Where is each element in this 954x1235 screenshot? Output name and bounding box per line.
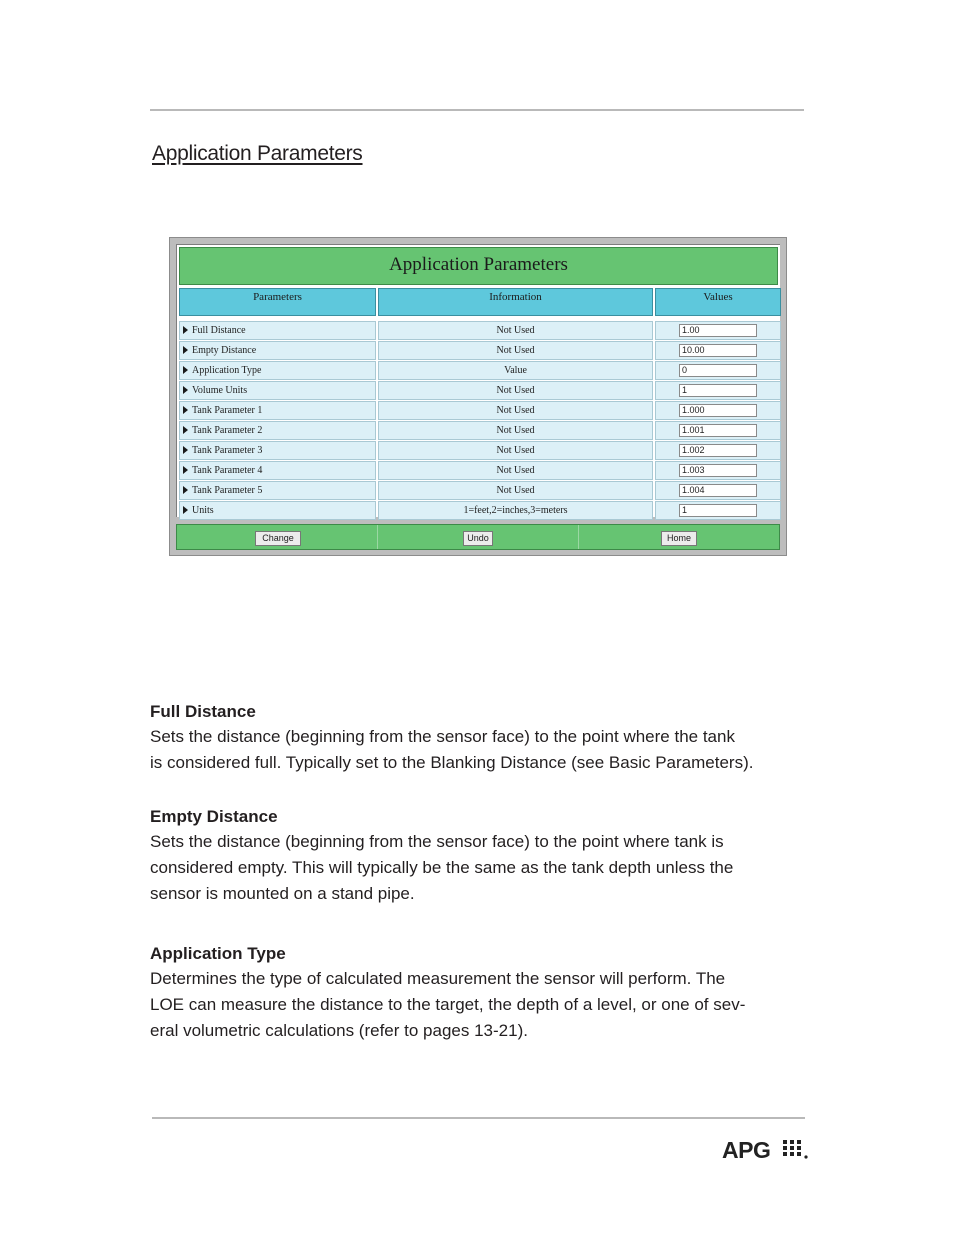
units-input[interactable]: 1 (679, 504, 757, 517)
table-row (179, 361, 778, 380)
paragraph-line: considered empty. This will typically be the same as the tank depth unless the (150, 858, 734, 877)
param-name[interactable]: Full Distance (179, 321, 376, 340)
triangle-right-icon (183, 466, 188, 474)
paragraph-line: Sets the distance (beginning from the sensor face) to the point where the tank (150, 727, 735, 746)
tank-parameter-2-input[interactable]: 1.001 (679, 424, 757, 437)
volume-units-input[interactable]: 1 (679, 384, 757, 397)
param-name[interactable]: Tank Parameter 2 (179, 421, 376, 440)
tank-parameter-5-input[interactable]: 1.004 (679, 484, 757, 497)
param-value-cell (655, 481, 781, 500)
triangle-right-icon (183, 406, 188, 414)
paragraph-line: is considered full. Typically set to the Blanking Distance (see Basic Parameters). (150, 753, 754, 772)
parameters-panel (176, 244, 780, 517)
header-information: Information (378, 288, 653, 316)
triangle-right-icon (183, 506, 188, 514)
param-name[interactable]: Empty Distance (179, 341, 376, 360)
param-info: Value (378, 361, 653, 380)
panel-title: Application Parameters (179, 247, 778, 285)
triangle-right-icon (183, 426, 188, 434)
paragraph-line: eral volumetric calculations (refer to pages 13-21). (150, 1021, 528, 1040)
param-value-cell (655, 361, 781, 380)
home-button[interactable]: Home (661, 531, 697, 546)
table-row (179, 401, 778, 420)
param-info: Not Used (378, 341, 653, 360)
tank-parameter-3-input[interactable]: 1.002 (679, 444, 757, 457)
button-bar (176, 524, 780, 550)
param-info: Not Used (378, 381, 653, 400)
triangle-right-icon (183, 446, 188, 454)
full-distance-input[interactable]: 1.00 (679, 324, 757, 337)
section-title: Application Parameters (152, 142, 363, 165)
triangle-right-icon (183, 346, 188, 354)
empty-distance-input[interactable]: 10.00 (679, 344, 757, 357)
param-name[interactable]: Units (179, 501, 376, 520)
section-heading: Application Type (150, 944, 286, 963)
tank-parameter-4-input[interactable]: 1.003 (679, 464, 757, 477)
section-heading: Empty Distance (150, 807, 278, 826)
param-value-cell (655, 401, 781, 420)
application-type-section (150, 942, 810, 1044)
param-name[interactable]: Tank Parameter 5 (179, 481, 376, 500)
undo-button[interactable]: Undo (463, 531, 493, 546)
logo-text: APG (722, 1137, 771, 1163)
param-value-cell (655, 341, 781, 360)
header-rule (150, 109, 804, 111)
table-row (179, 481, 778, 500)
table-row (179, 461, 778, 480)
paragraph-line: sensor is mounted on a stand pipe. (150, 884, 415, 903)
table-row (179, 501, 778, 520)
param-value-cell (655, 461, 781, 480)
triangle-right-icon (183, 366, 188, 374)
param-info: Not Used (378, 461, 653, 480)
table-row (179, 321, 778, 340)
param-info: Not Used (378, 321, 653, 340)
section-heading: Full Distance (150, 702, 256, 721)
param-info: Not Used (378, 441, 653, 460)
footer-rule (152, 1117, 805, 1119)
triangle-right-icon (183, 326, 188, 334)
param-name[interactable]: Tank Parameter 3 (179, 441, 376, 460)
param-value-cell (655, 421, 781, 440)
param-info: Not Used (378, 421, 653, 440)
apg-logo (722, 1137, 770, 1164)
paragraph-line: Sets the distance (beginning from the sensor face) to the point where tank is (150, 832, 724, 851)
param-value-cell (655, 501, 781, 520)
param-info: 1=feet,2=inches,3=meters (378, 501, 653, 520)
paragraph-line: LOE can measure the distance to the target, the depth of a level, or one of sev- (150, 995, 746, 1014)
param-name[interactable]: Application Type (179, 361, 376, 380)
paragraph-line: Determines the type of calculated measurement the sensor will perform. The (150, 969, 726, 988)
triangle-right-icon (183, 386, 188, 394)
param-value-cell (655, 321, 781, 340)
change-button[interactable]: Change (255, 531, 301, 546)
param-name[interactable]: Tank Parameter 1 (179, 401, 376, 420)
param-name[interactable]: Volume Units (179, 381, 376, 400)
application-parameters-screenshot (169, 237, 787, 556)
application-type-input[interactable]: 0 (679, 364, 757, 377)
header-parameters: Parameters (179, 288, 376, 316)
table-row (179, 381, 778, 400)
param-info: Not Used (378, 401, 653, 420)
table-row (179, 341, 778, 360)
table-row (179, 421, 778, 440)
table-row (179, 441, 778, 460)
triangle-right-icon (183, 486, 188, 494)
param-value-cell (655, 381, 781, 400)
param-name[interactable]: Tank Parameter 4 (179, 461, 376, 480)
empty-distance-section (150, 805, 810, 907)
param-info: Not Used (378, 481, 653, 500)
tank-parameter-1-input[interactable]: 1.000 (679, 404, 757, 417)
logo-grid-icon (781, 1139, 811, 1161)
full-distance-section (150, 700, 810, 776)
param-value-cell (655, 441, 781, 460)
header-values: Values (655, 288, 781, 316)
